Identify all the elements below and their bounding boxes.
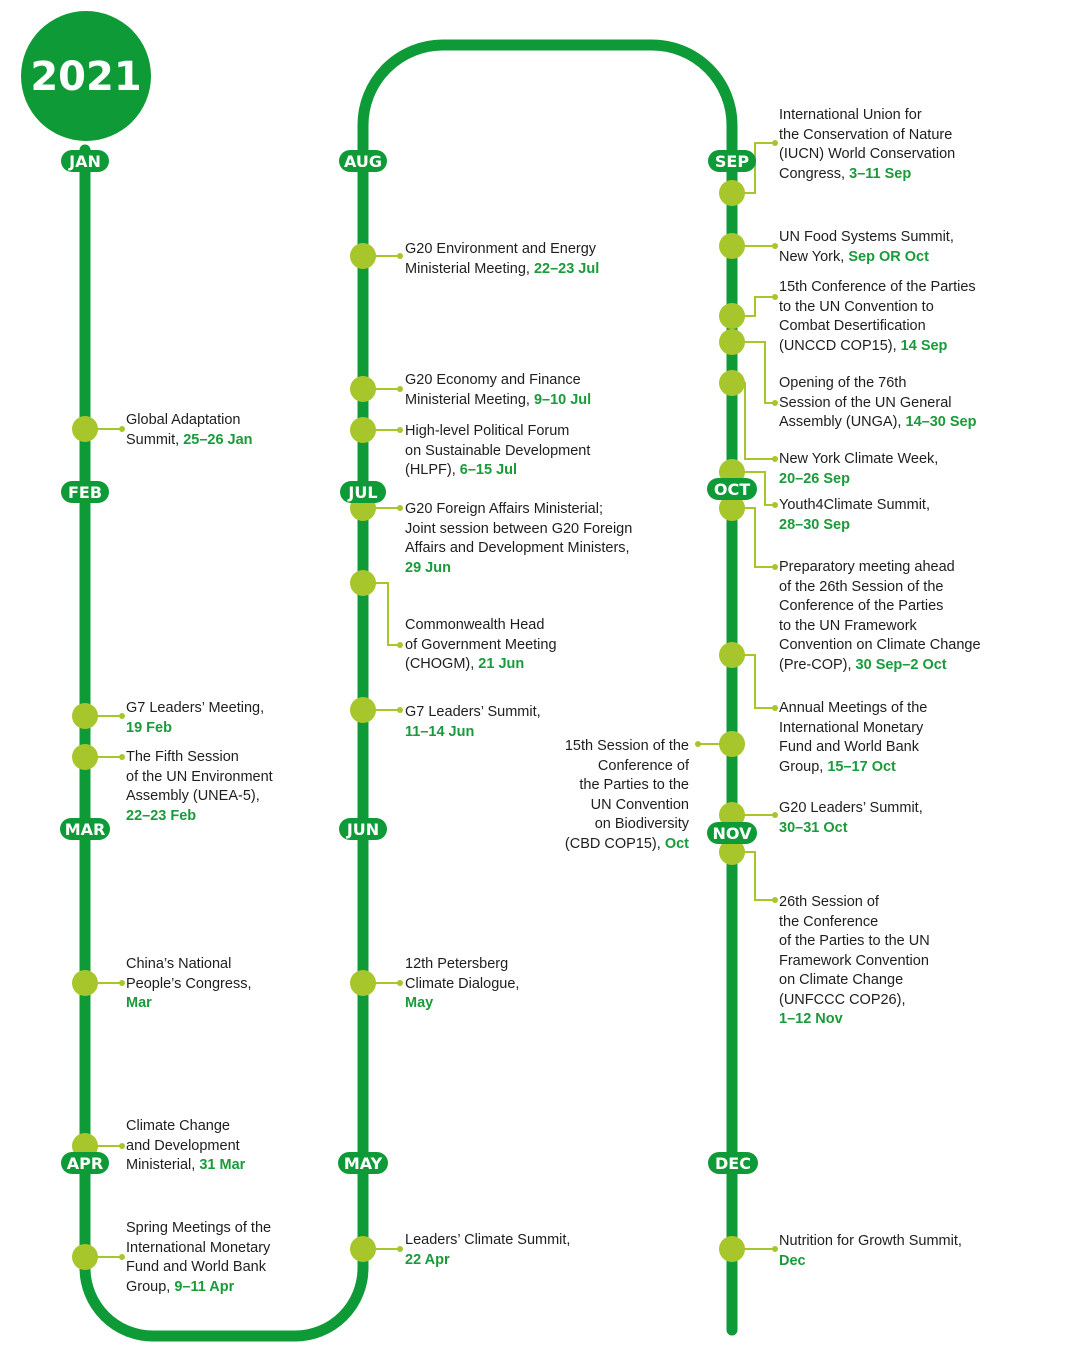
event-node	[719, 370, 745, 396]
year-title: 2021	[30, 54, 142, 100]
event-node	[350, 1236, 376, 1262]
event-node	[350, 417, 376, 443]
event-node	[72, 744, 98, 770]
event-iucn-congress: International Union for the Conservation of Nature (IUCN) World Conservation Congress, 3–11 Sep	[779, 107, 956, 182]
event-g20-environment-energy: G20 Environment and Energy Ministerial Meeting, 22–23 Jul	[405, 241, 600, 277]
month-label-oct: OCT	[713, 480, 751, 499]
month-label-dec: DEC	[715, 1154, 751, 1173]
event-china-peoples-congress: China’s National People’s Congress, Mar	[126, 956, 252, 1011]
event-unea-5: The Fifth Session of the UN Environment Assembly (UNEA-5), 22–23 Feb	[126, 749, 273, 824]
event-node	[72, 1244, 98, 1270]
event-node	[719, 642, 745, 668]
month-label-may: MAY	[343, 1154, 383, 1173]
month-pill-jun	[339, 818, 387, 840]
month-label-mar: MAR	[64, 820, 106, 839]
event-un-food-systems-summit: UN Food Systems Summit, New York, Sep OR Oct	[779, 229, 954, 265]
month-label-aug: AUG	[343, 152, 383, 171]
event-climate-change-development-ministerial: Climate Change and Development Ministerial, 31 Mar	[126, 1118, 246, 1173]
event-node	[719, 329, 745, 355]
event-node	[72, 416, 98, 442]
month-label-apr: APR	[66, 1154, 104, 1173]
month-pill-nov	[707, 822, 757, 844]
event-youth4climate-summit: Youth4Climate Summit, 28–30 Sep	[779, 497, 930, 533]
month-pill-aug	[339, 150, 387, 172]
event-node	[719, 180, 745, 206]
event-petersberg-climate-dialogue: 12th Petersberg Climate Dialogue, May	[405, 956, 520, 1011]
event-hlpf: High-level Political Forum on Sustainable Development (HLPF), 6–15 Jul	[405, 423, 591, 478]
event-node	[350, 697, 376, 723]
month-pill-mar	[60, 818, 110, 840]
event-nutrition-for-growth-summit: Nutrition for Growth Summit, Dec	[779, 1233, 962, 1269]
month-pill-apr	[61, 1152, 109, 1174]
month-label-jul: JUL	[348, 483, 378, 502]
event-g7-leaders-meeting: G7 Leaders’ Meeting, 19 Feb	[126, 700, 265, 736]
event-node	[719, 233, 745, 259]
month-label-jan: JAN	[69, 152, 101, 171]
month-pill-feb	[61, 481, 109, 503]
event-node	[350, 970, 376, 996]
event-new-york-climate-week: New York Climate Week, 20–26 Sep	[779, 451, 939, 487]
event-unfccc-cop26: 26th Session of the Conference of the Parties to the UN Framework Convention on Climate Change (UNFCCC COP26), 1–12 Nov	[779, 894, 930, 1027]
month-pill-may	[338, 1152, 388, 1174]
event-chogm: Commonwealth Head of Government Meeting (CHOGM), 21 Jun	[405, 617, 557, 672]
event-node	[719, 1236, 745, 1262]
event-node	[350, 376, 376, 402]
month-label-feb: FEB	[67, 483, 103, 502]
event-node	[719, 731, 745, 757]
month-pill-jul	[340, 481, 386, 503]
event-g20-leaders-summit: G20 Leaders’ Summit, 30–31 Oct	[779, 800, 923, 836]
event-node	[719, 303, 745, 329]
month-pill-sep	[708, 150, 756, 172]
month-pill-dec	[708, 1152, 758, 1174]
event-unga-76: Opening of the 76th Session of the UN General Assembly (UNGA), 14–30 Sep	[779, 375, 977, 430]
event-node	[350, 243, 376, 269]
month-pill-jan	[61, 150, 109, 172]
event-imf-spring-meetings: Spring Meetings of the International Monetary Fund and World Bank Group, 9–11 Apr	[126, 1220, 272, 1295]
event-unccd-cop15: 15th Conference of the Parties to the UN Convention to Combat Desertification (UNCCD COP15), 14 Sep	[779, 279, 976, 354]
event-g7-leaders-summit: G7 Leaders’ Summit, 11–14 Jun	[405, 704, 541, 740]
event-node	[72, 703, 98, 729]
month-pill-oct	[707, 478, 757, 500]
event-global-adaptation-summit: Global Adaptation Summit, 25–26 Jan	[126, 412, 253, 448]
event-pre-cop: Preparatory meeting ahead of the 26th Session of the Conference of the Parties to the UN Framework Convention on Climate Change (Pre-COP), 30 Sep–2 Oct	[779, 559, 981, 673]
month-label-sep: SEP	[714, 152, 750, 171]
event-g20-foreign-affairs: G20 Foreign Affairs Ministerial; Joint session between G20 Foreign Affairs and Development Ministers, 29 Jun	[405, 501, 633, 576]
month-label-nov: NOV	[712, 824, 752, 843]
event-leaders-climate-summit: Leaders’ Climate Summit, 22 Apr	[405, 1232, 571, 1268]
event-g20-economy-finance: G20 Economy and Finance Ministerial Meeting, 9–10 Jul	[405, 372, 592, 408]
month-label-jun: JUN	[346, 820, 380, 839]
event-imf-annual-meetings: Annual Meetings of the International Monetary Fund and World Bank Group, 15–17 Oct	[779, 700, 928, 775]
event-node	[72, 970, 98, 996]
event-node	[350, 570, 376, 596]
event-cbd-cop15: 15th Session of the Conference of the Parties to the UN Convention on Biodiversity (CBD COP15), Oct	[564, 738, 689, 852]
